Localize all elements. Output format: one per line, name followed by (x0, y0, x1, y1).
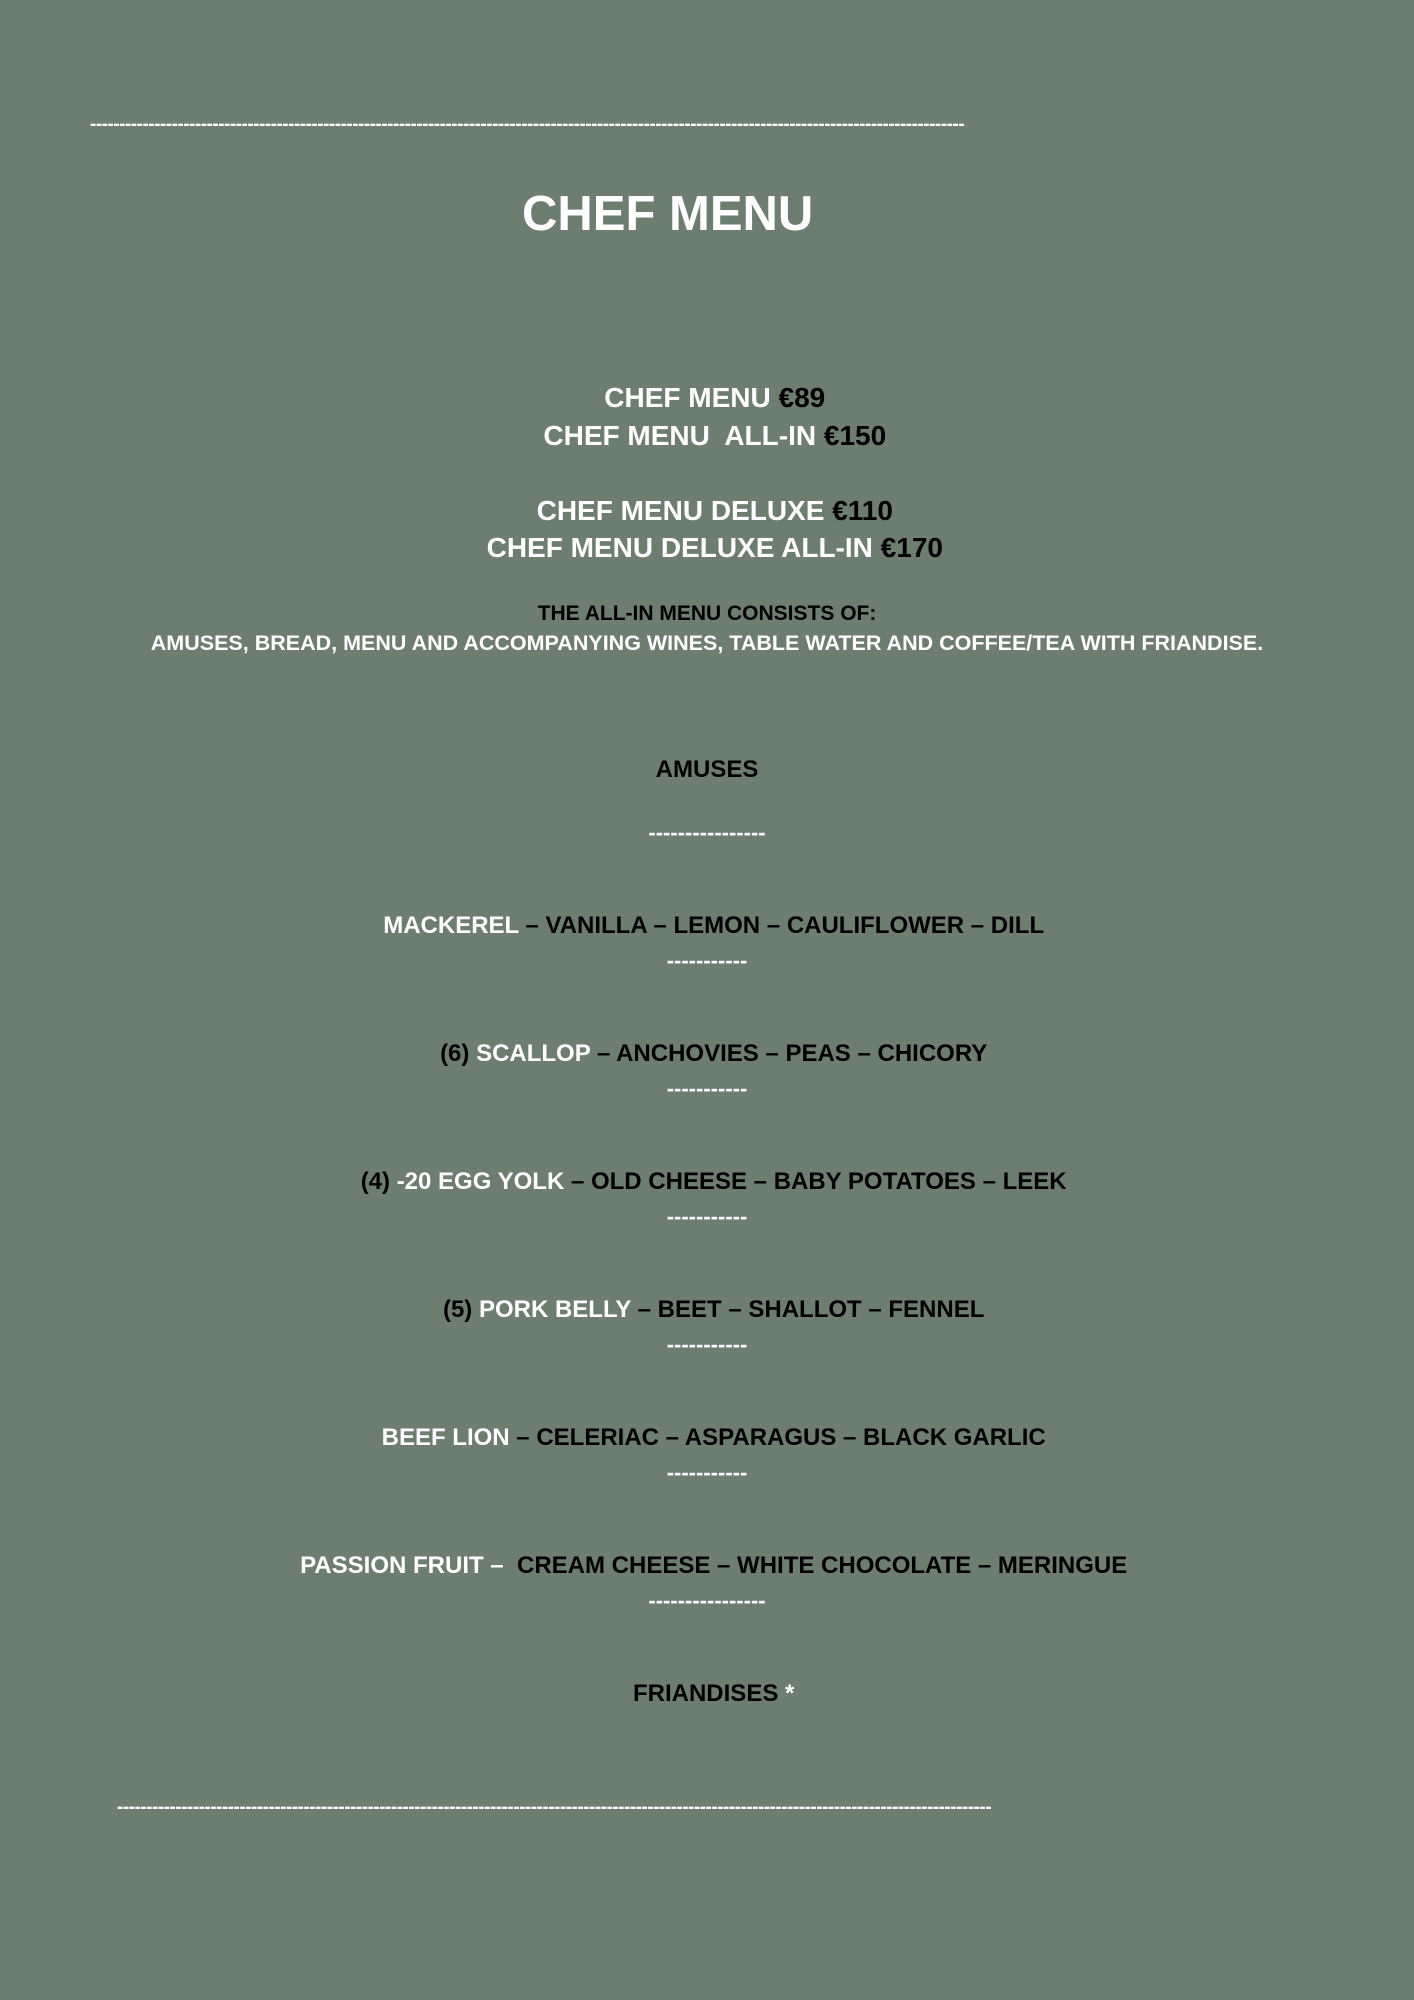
course-mackerel (0, 884, 1414, 940)
separator: ----------- (666, 948, 748, 973)
page-title: CHEF MENU (522, 187, 814, 241)
course-accompaniments: – BEET – SHALLOT – FENNEL (631, 1296, 985, 1323)
course-accompaniments: – ANCHOVIES – PEAS – CHICORY (590, 1040, 988, 1067)
course-beef-lion (0, 1396, 1414, 1452)
course-main: BEEF LION (381, 1424, 510, 1451)
price-value: €89 (778, 382, 826, 413)
price-label: CHEF MENU DELUXE ALL-IN (486, 532, 881, 563)
course-passion-fruit (0, 1524, 1414, 1580)
price-label: CHEF MENU (604, 382, 779, 413)
course-pork-belly (0, 1268, 1414, 1324)
price-value: €150 (823, 420, 887, 451)
course-egg-yolk (0, 1140, 1414, 1196)
course-main: -20 EGG YOLK (396, 1168, 565, 1195)
all-in-heading: THE ALL-IN MENU CONSISTS OF: (537, 602, 877, 625)
top-dashed-rule: ------------------------------------------------------------------------------------------------------------------------------------------------------ (90, 114, 965, 135)
course-main: MACKEREL (383, 912, 519, 939)
course-main: SCALLOP (476, 1040, 591, 1067)
friandises-line (0, 1652, 1414, 1708)
price-line-chef-menu-deluxe-all-in (0, 500, 1414, 564)
price-line-chef-menu-all-in (0, 388, 1414, 452)
all-in-description: AMUSES, BREAD, MENU AND ACCOMPANYING WINES, TABLE WATER AND COFFEE/TEA WITH FRIANDISE. (150, 631, 1264, 655)
course-prefix: (6) (440, 1040, 477, 1067)
separator: ----------- (666, 1460, 748, 1485)
price-value: €170 (880, 532, 943, 563)
course-accompaniments: CREAM CHEESE – WHITE CHOCOLATE – MERINGUE (503, 1552, 1128, 1579)
course-main: PASSION FRUIT – (300, 1552, 504, 1579)
price-label: CHEF MENU DELUXE (536, 495, 833, 526)
course-accompaniments: – OLD CHEESE – BABY POTATOES – LEEK (564, 1168, 1067, 1195)
course-scallop (0, 1012, 1414, 1068)
separator: ----------- (666, 1076, 748, 1101)
course-accompaniments: – VANILLA – LEMON – CAULIFLOWER – DILL (518, 912, 1045, 939)
separator: ---------------- (648, 820, 766, 845)
course-prefix: (5) (442, 1296, 479, 1323)
friandises-mark: * (785, 1680, 795, 1707)
bottom-dashed-rule: ------------------------------------------------------------------------------------------------------------------------------------------------------ (117, 1797, 992, 1818)
price-label: CHEF MENU ALL-IN (543, 420, 824, 451)
separator: ----------- (666, 1332, 748, 1357)
amuses-heading: AMUSES (655, 756, 759, 783)
price-value: €110 (832, 495, 893, 526)
separator: ---------------- (648, 1588, 766, 1613)
course-prefix: (4) (360, 1168, 397, 1195)
course-main: PORK BELLY (478, 1296, 631, 1323)
friandises-label: FRIANDISES (632, 1680, 785, 1707)
separator: ----------- (666, 1204, 748, 1229)
course-accompaniments: – CELERIAC – ASPARAGUS – BLACK GARLIC (509, 1424, 1046, 1451)
